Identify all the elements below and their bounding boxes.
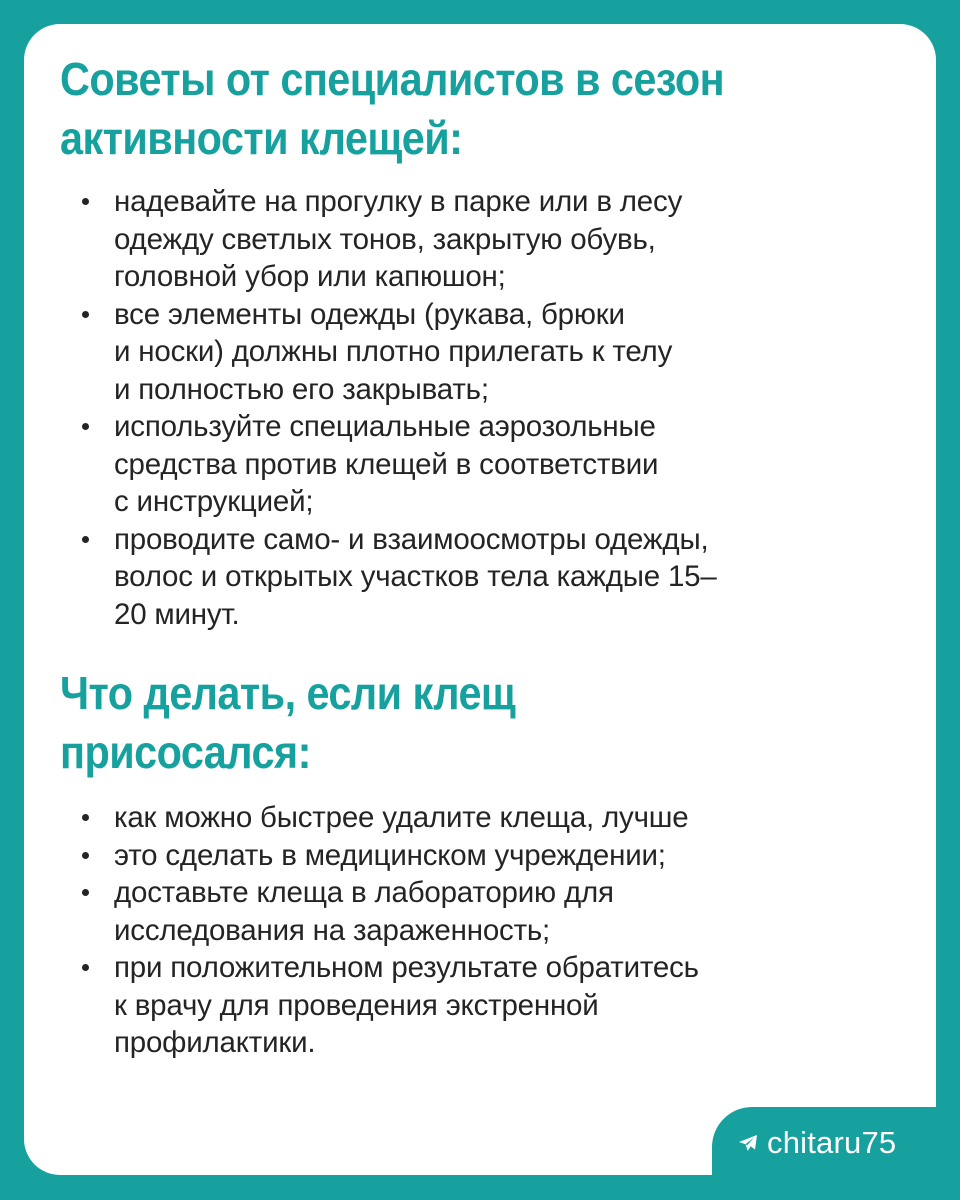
bullet-dot-icon [82, 423, 89, 430]
list-item-line: и носки) должны плотно прилегать к телу [114, 335, 673, 368]
list-item-line: все элементы одежды (рукава, брюки [114, 297, 625, 331]
bite-heading-line: Что делать, если клещ [60, 667, 516, 719]
brand-handle: chitaru75 [767, 1125, 897, 1160]
list-item-line: 20 минут. [114, 597, 240, 631]
list-item-line: при положительном результате обратитесь [114, 951, 699, 984]
list-item-line: проводите само- и взаимоосмотры одежды, [114, 522, 709, 556]
bullet-dot-icon [82, 311, 89, 318]
list-item-line: волос и открытых участков тела каждые 15– [114, 560, 717, 593]
bullet-dot-icon [82, 198, 89, 205]
tips-list-item [80, 296, 717, 409]
list-item-line: одежду светлых тонов, закрытую обувь, [114, 222, 656, 256]
bite-list-item [80, 949, 699, 1062]
bullet-dot-icon [82, 814, 89, 821]
tips-heading-line: Советы от специалистов в сезон [60, 53, 725, 105]
list-item-line: как можно быстрее удалите клеща, лучше [114, 801, 689, 834]
bite-list-item [80, 837, 699, 875]
bullet-dot-icon [82, 852, 89, 859]
bullet-dot-icon [82, 536, 89, 543]
list-item-line: с инструкцией; [114, 485, 314, 518]
list-item-line: исследования на зараженность; [114, 913, 551, 947]
bite-heading [60, 664, 515, 782]
list-item-line: используйте специальные аэрозольные [114, 410, 656, 443]
brand-tab[interactable] [712, 1107, 960, 1200]
list-item-line: профилактики. [114, 1026, 316, 1059]
brand-link[interactable] [738, 1125, 896, 1161]
bullet-dot-icon [82, 889, 89, 896]
telegram-plane-icon [738, 1134, 758, 1152]
list-item-line: средства против клещей в соответствии [114, 447, 659, 481]
bullet-dot-icon [82, 964, 89, 971]
list-item-line: к врачу для проведения экстренной [114, 988, 599, 1022]
list-item-line: доставьте клеща в лабораторию для [114, 876, 614, 909]
list-item-line: надевайте на прогулку в парке или в лесу [114, 185, 683, 218]
tips-list [80, 183, 717, 633]
bite-list-item [80, 874, 699, 949]
tips-heading [60, 50, 724, 168]
list-item-line: головной убор или капюшон; [114, 260, 506, 293]
bite-heading-line: присосался: [60, 726, 311, 778]
list-item-line: это сделать в медицинском учреждении; [114, 838, 666, 872]
bite-list [80, 799, 699, 1062]
tips-heading-line: активности клещей: [60, 112, 463, 164]
tips-list-item [80, 408, 717, 521]
tips-list-item [80, 183, 717, 296]
tips-list-item [80, 521, 717, 634]
list-item-line: и полностью его закрывать; [114, 372, 489, 406]
bite-list-item [80, 799, 699, 837]
